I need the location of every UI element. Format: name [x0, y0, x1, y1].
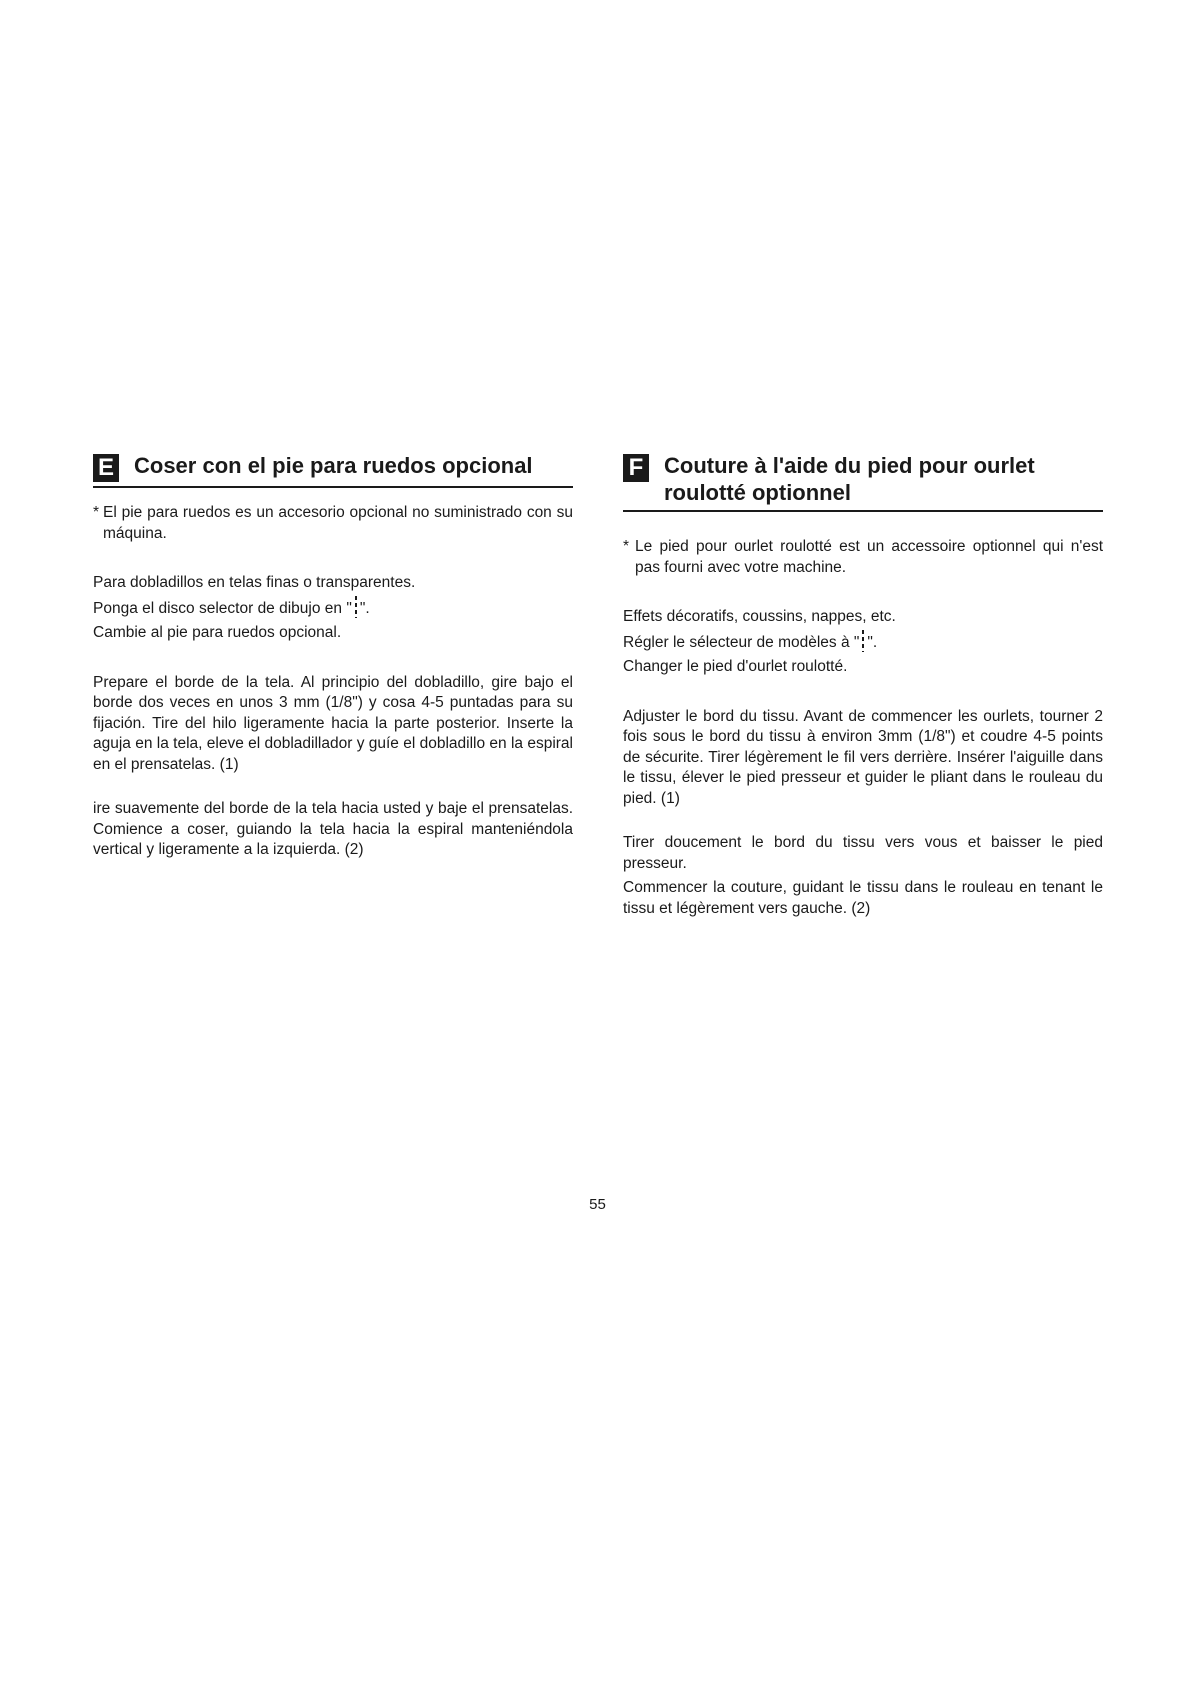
- procedure-step-1: Adjuster le bord du tissu. Avant de commencer les ourlets, tourner 2 fois sous le bord du tissu à environ 3mm (1/8") et coudre 4-5 points de sécurite. Tirer légèrement le fil vers derrière. Insérer l'aiguille dans le tissu, élever le pied presseur et guider le pliant dans le rouleau du pied. (1): [623, 707, 1103, 807]
- section-title: Coser con el pie para ruedos opcional: [134, 453, 533, 478]
- setup-instructions: [623, 605, 1103, 680]
- section-french: [623, 452, 1103, 919]
- section-title: Couture à l'aide du pied pour ourlet roulotté optionnel: [664, 453, 1035, 505]
- pattern-selector-end: ".: [359, 599, 370, 617]
- procedure: [93, 673, 573, 861]
- use-case-line: Effets décoratifs, coussins, nappes, etc.: [623, 608, 896, 625]
- section-heading: [623, 452, 1103, 512]
- optional-accessory-note: [93, 502, 573, 544]
- procedure-step-1: Prepare el borde de la tela. Al principio del dobladillo, gire bajo el borde dos veces en unos 3 mm (1/8") y cosa 4-5 puntadas para su fijación. Tire del hilo ligeramente hacia la parte posterior. Inserte la aguja en la tela, eleve el dobladillador y guíe el dobladillo en la espiral en el prensatelas. (1): [93, 673, 573, 773]
- setup-instructions: [93, 571, 573, 646]
- change-foot-line: Changer le pied d'ourlet roulotté.: [623, 658, 848, 675]
- pattern-selector-line: [93, 596, 573, 622]
- language-badge: E: [93, 454, 119, 482]
- change-foot-line: Cambie al pie para ruedos opcional.: [93, 624, 342, 641]
- procedure: [623, 707, 1103, 920]
- note-text: El pie para ruedos es un accesorio opcional no suministrado con su máquina.: [103, 504, 573, 542]
- use-case-line: Para dobladillos en telas finas o transparentes.: [93, 574, 416, 591]
- straight-stitch-pattern-icon: [355, 596, 357, 618]
- procedure-continuation: [623, 833, 1103, 919]
- asterisk: *: [623, 538, 630, 555]
- asterisk: *: [93, 504, 100, 521]
- section-heading: [93, 452, 573, 488]
- page-number: 55: [589, 1196, 606, 1213]
- pattern-selector-text: Régler le sélecteur de modèles à ": [623, 633, 860, 651]
- procedure-step-2: Tirer doucement le bord du tissu vers vous et baisser le pied presseur.: [623, 834, 1103, 872]
- optional-accessory-note: [623, 536, 1103, 578]
- pattern-selector-end: ".: [867, 633, 878, 651]
- note-text: Le pied pour ourlet roulotté est un accessoire optionnel qui n'est pas fourni avec votre machine.: [635, 538, 1103, 576]
- procedure-step-3: Commencer la couture, guidant le tissu dans le rouleau en tenant le tissu et légèrement vers gauche. (2): [623, 879, 1103, 917]
- pattern-selector-text: Ponga el disco selector de dibujo en ": [93, 599, 352, 617]
- section-spanish: [93, 452, 573, 861]
- straight-stitch-pattern-icon: [862, 630, 864, 652]
- language-badge: F: [623, 454, 649, 482]
- pattern-selector-line: [623, 630, 1103, 656]
- procedure-step-2: ire suavemente del borde de la tela hacia usted y baje el prensatelas. Comience a coser, guiando la tela hacia la espiral manteniéndola vertical y ligeramente a la izquierda. (2): [93, 800, 573, 858]
